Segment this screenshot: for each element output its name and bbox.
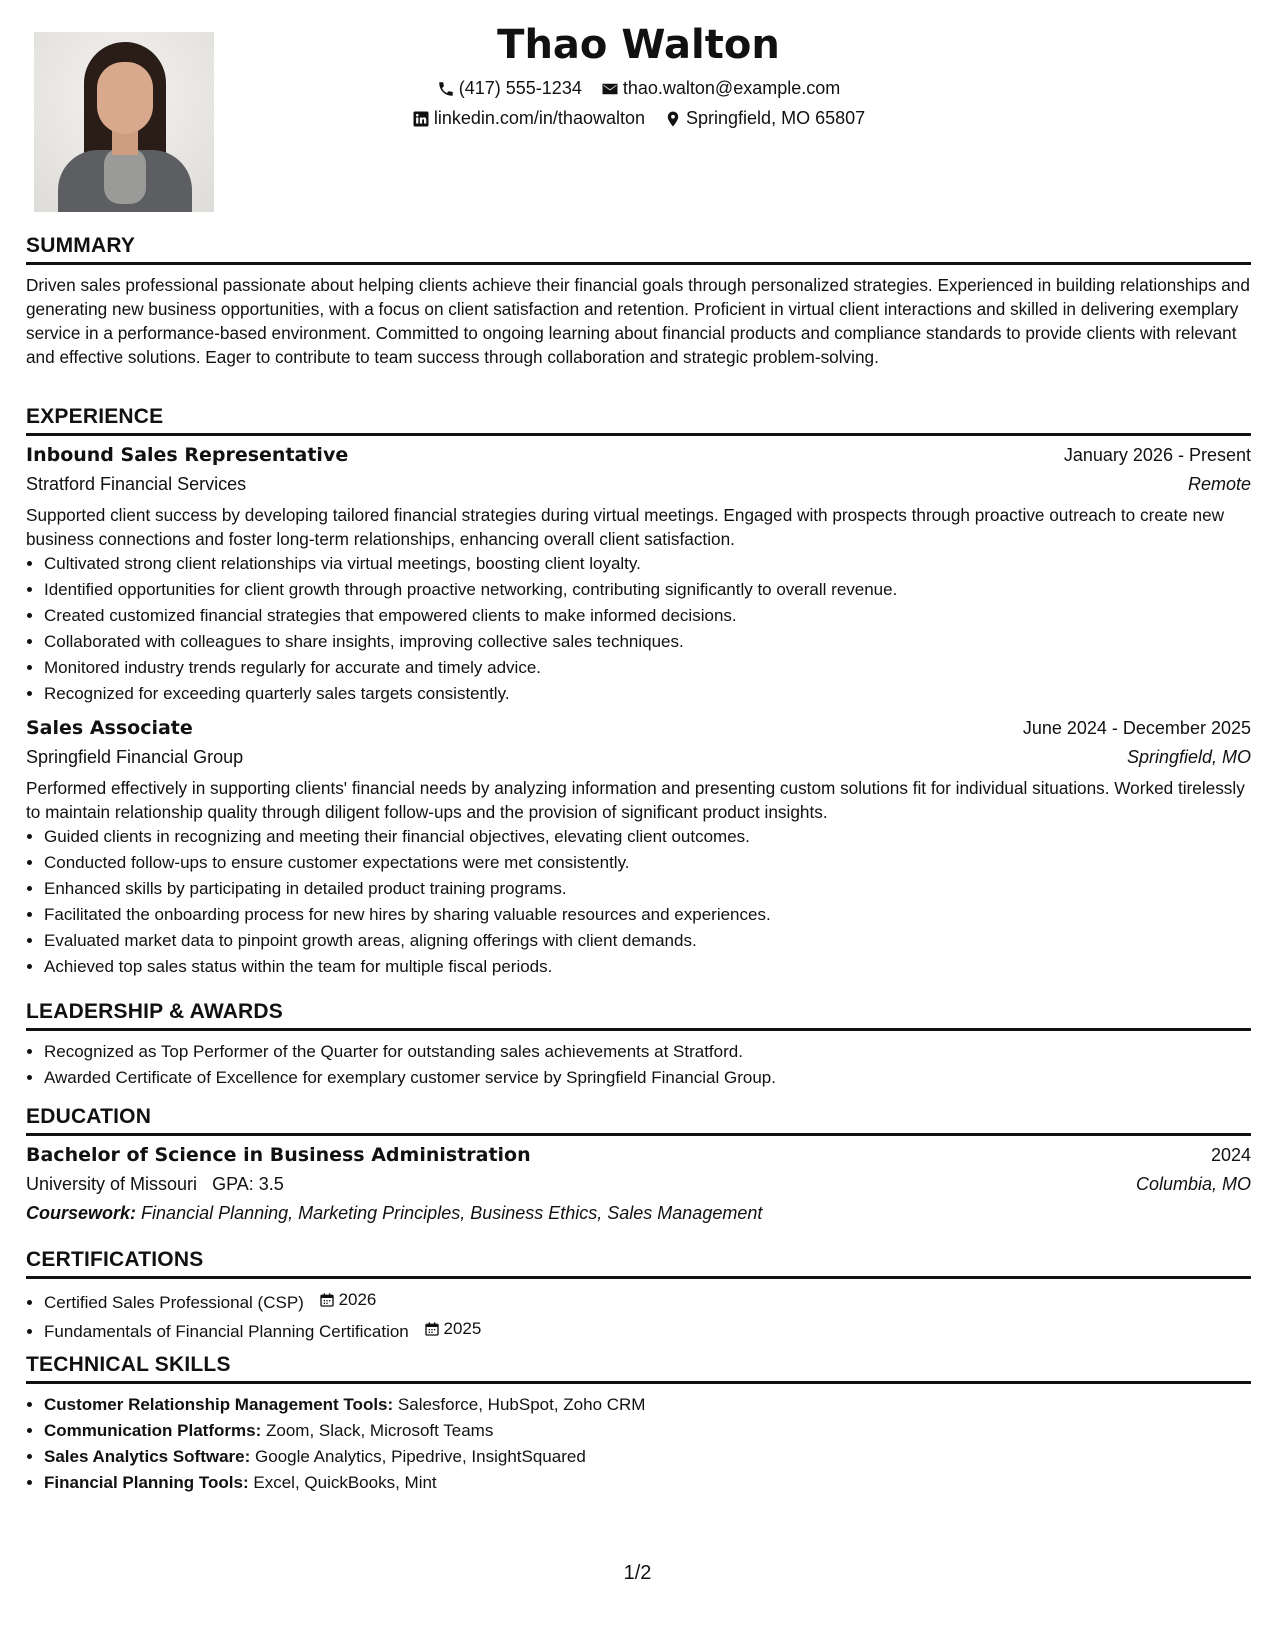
job-description: Supported client success by developing tailored financial strategies during virtual meetings. Engaged with prospects through proactive outreach to create new business connections and foster long-term relationships, enhancing overall client satisfaction. (26, 505, 1225, 549)
linkedin-url[interactable]: linkedin.com/in/thaowalton (433, 108, 645, 128)
location-contact (664, 108, 865, 129)
job-title: Inbound Sales Representative (26, 444, 349, 466)
email-contact[interactable] (601, 78, 840, 99)
job-dates: June 2024 - December 2025 (1022, 718, 1251, 738)
list-item: • Conducted follow-ups to ensure customer expectations were met consistently. (44, 850, 1251, 876)
job-entry (26, 717, 1251, 980)
list-item (44, 1392, 1251, 1418)
coursework-list: Financial Planning, Marketing Principles, Business Ethics, Sales Management (141, 1203, 763, 1223)
list-item: • Recognized as Top Performer of the Quarter for outstanding sales achievements at Stratford. (44, 1039, 1251, 1065)
education-section (26, 1105, 1251, 1224)
job-location: Remote (1187, 474, 1251, 494)
section-title: EXPERIENCE (26, 405, 1251, 436)
skill-category: Sales Analytics Software: (44, 1447, 251, 1466)
job-description: Performed effectively in supporting clients' financial needs by analyzing information and presenting custom solutions fit for individual situations. Worked tirelessly to maintain relationship quality through diligent follow-ups and the provision of significant product insights. (26, 778, 1245, 822)
section-title: CERTIFICATIONS (26, 1248, 1251, 1279)
contact-line-2 (26, 108, 1251, 133)
list-item: • Identified opportunities for client growth through proactive networking, contributing significantly to overall revenue. (44, 577, 1251, 603)
list-item: • Created customized financial strategies that empowered clients to make informed decisions. (44, 603, 1251, 629)
email-address[interactable]: thao.walton@example.com (622, 78, 841, 98)
skills-list (26, 1392, 1251, 1496)
experience-section (26, 405, 1251, 980)
linkedin-contact[interactable] (412, 108, 645, 129)
section-title: LEADERSHIP & AWARDS (26, 1000, 1251, 1031)
skill-values: Salesforce, HubSpot, Zoho CRM (397, 1395, 646, 1414)
company-name: Stratford Financial Services (26, 474, 247, 494)
list-item: • Collaborated with colleagues to share insights, improving collective sales techniques. (44, 629, 1251, 655)
phone-contact (437, 78, 582, 99)
coursework (26, 1203, 1251, 1224)
list-item (44, 1470, 1251, 1496)
list-item (44, 1316, 1251, 1345)
school-name: University of Missouri (26, 1174, 198, 1194)
list-item: • Monitored industry trends regularly for accurate and timely advice. (44, 655, 1251, 681)
job-title: Sales Associate (26, 717, 193, 739)
section-title: EDUCATION (26, 1105, 1251, 1136)
gpa: GPA: 3.5 (212, 1174, 284, 1194)
certification-name: Certified Sales Professional (CSP) (44, 1293, 304, 1312)
school-location: Columbia, MO (1135, 1174, 1251, 1194)
certifications-list (26, 1287, 1251, 1345)
certification-year: 2026 (338, 1290, 377, 1309)
graduation-year: 2024 (1210, 1145, 1251, 1165)
list-item: • Achieved top sales status within the team for multiple fiscal periods. (44, 954, 1251, 980)
list-item: • Evaluated market data to pinpoint growth areas, aligning offerings with client demands. (44, 928, 1251, 954)
list-item (44, 1418, 1251, 1444)
job-bullets (26, 551, 1251, 707)
list-item: • Guided clients in recognizing and meeting their financial objectives, elevating client outcomes. (44, 824, 1251, 850)
awards-list (26, 1039, 1251, 1091)
certification-date (424, 1316, 482, 1342)
skill-values: Zoom, Slack, Microsoft Teams (265, 1421, 494, 1440)
list-item: • Facilitated the onboarding process for new hires by sharing valuable resources and experiences. (44, 902, 1251, 928)
calendar-icon (424, 1321, 440, 1337)
calendar-icon (319, 1292, 335, 1308)
skills-section (26, 1353, 1251, 1496)
phone-icon (437, 80, 455, 98)
phone-number: (417) 555-1234 (458, 78, 582, 98)
location-text: Springfield, MO 65807 (686, 108, 866, 128)
list-item (44, 1444, 1251, 1470)
page-number: 1/2 (623, 1562, 652, 1584)
job-dates: January 2026 - Present (1063, 445, 1251, 465)
list-item: • Awarded Certificate of Excellence for exemplary customer service by Springfield Financial Group. (44, 1065, 1251, 1091)
section-title: SUMMARY (26, 234, 1251, 265)
certification-date (319, 1287, 377, 1313)
leadership-section (26, 1000, 1251, 1091)
list-item: • Enhanced skills by participating in detailed product training programs. (44, 876, 1251, 902)
certifications-section (26, 1248, 1251, 1345)
certification-name: Fundamentals of Financial Planning Certification (44, 1322, 409, 1341)
degree-title: Bachelor of Science in Business Administration (26, 1144, 531, 1166)
certification-year: 2025 (443, 1319, 482, 1338)
contact-line-1 (26, 78, 1251, 103)
summary-text: Driven sales professional passionate about helping clients achieve their financial goals through personalized strategies. Experienced in building relationships and generating new business opportunities, with a focus on client satisfaction and retention. Proficient in virtual client interactions and skilled in delivering exemplary service in a performance-based environment. Committed to ongoing learning about financial products and compliance standards to provide clients with relevant and effective solutions. Eager to contribute to team success through collaboration and strategic problem-solving. (26, 275, 1250, 367)
section-title: TECHNICAL SKILLS (26, 1353, 1251, 1384)
job-bullets (26, 824, 1251, 980)
linkedin-icon (412, 110, 430, 128)
skill-category: Communication Platforms: (44, 1421, 262, 1440)
list-item: • Cultivated strong client relationships via virtual meetings, boosting client loyalty. (44, 551, 1251, 577)
skill-values: Excel, QuickBooks, Mint (253, 1473, 437, 1492)
candidate-name: Thao Walton (497, 22, 780, 68)
job-entry (26, 444, 1251, 707)
skill-values: Google Analytics, Pipedrive, InsightSquared (255, 1447, 586, 1466)
map-pin-icon (664, 110, 682, 128)
coursework-label: Coursework: (26, 1203, 137, 1223)
job-location: Springfield, MO (1126, 747, 1251, 767)
skill-category: Financial Planning Tools: (44, 1473, 249, 1492)
list-item (44, 1287, 1251, 1316)
skill-category: Customer Relationship Management Tools: (44, 1395, 394, 1414)
company-name: Springfield Financial Group (26, 747, 244, 767)
envelope-icon (601, 80, 619, 98)
list-item: • Recognized for exceeding quarterly sales targets consistently. (44, 681, 1251, 707)
summary-section (26, 234, 1251, 369)
